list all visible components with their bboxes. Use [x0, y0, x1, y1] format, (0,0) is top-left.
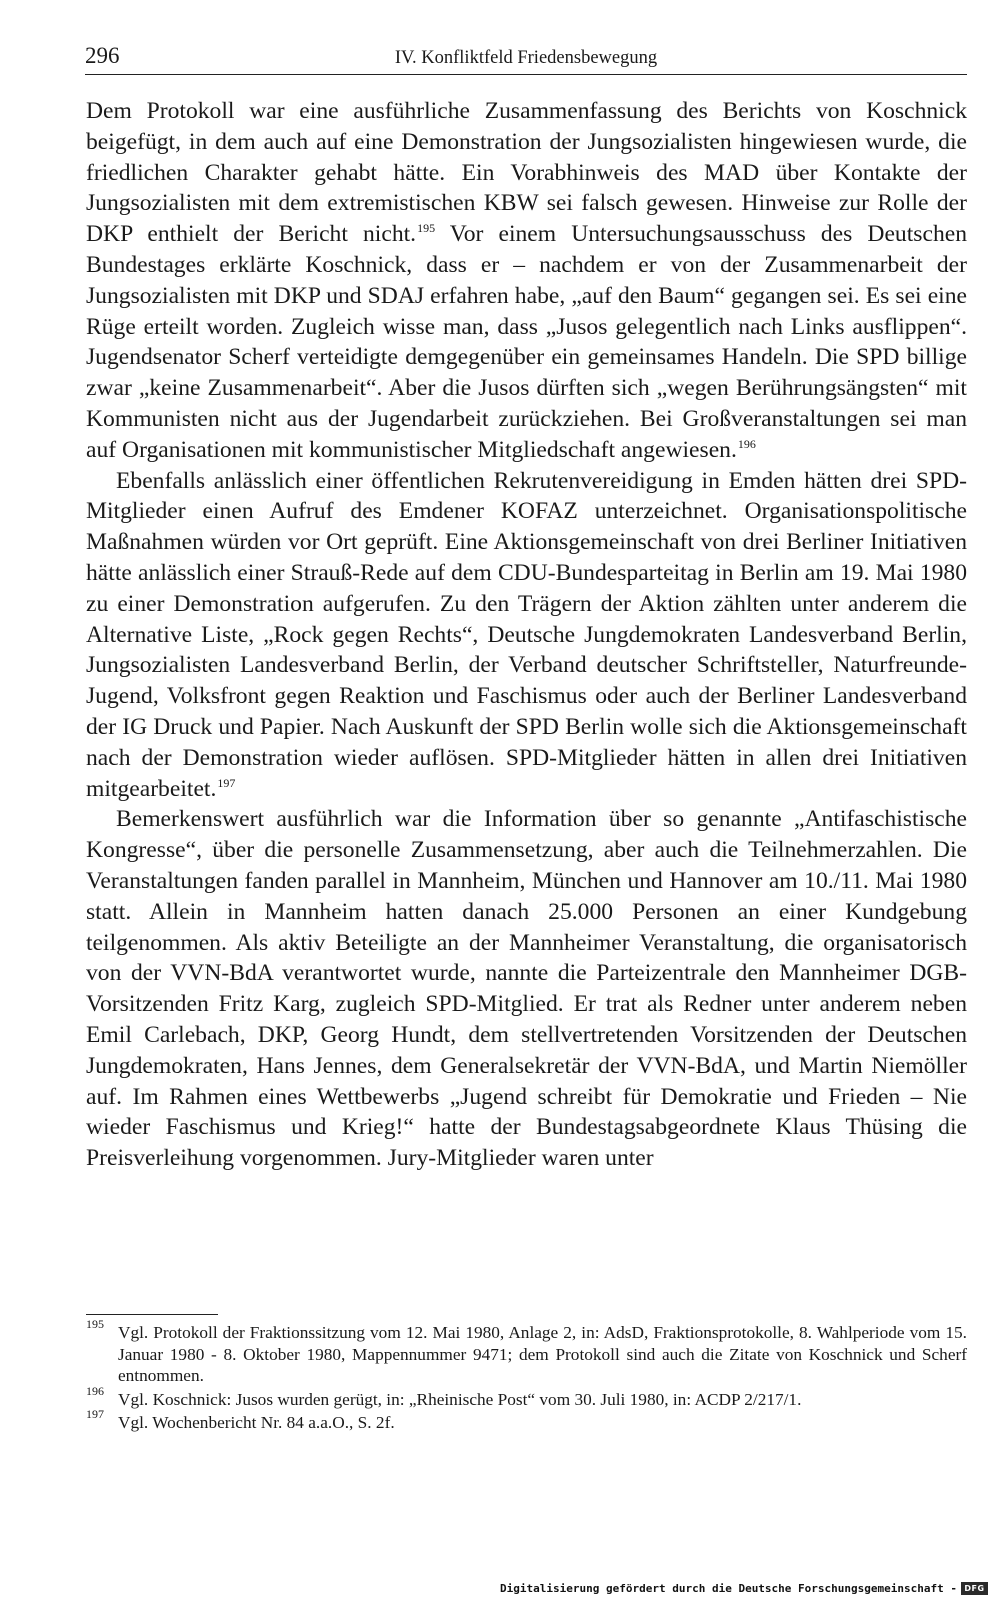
paragraph — [86, 466, 967, 805]
footnote-text: Vgl. Wochenbericht Nr. 84 a.a.O., S. 2f. — [118, 1413, 395, 1432]
footnote — [86, 1383, 967, 1411]
footnote-number: 196 — [86, 1383, 104, 1398]
credit-text: Digitalisierung gefördert durch die Deutsche Forschungsgemeinschaft - — [500, 1581, 957, 1595]
footnote-text: Vgl. Protokoll der Fraktionssitzung vom 12. Mai 1980, Anlage 2, in: AdsD, Fraktionsprotokolle, 8. Wahlperiode vom 15. Januar 1980 - 8. Oktober 1980, Mappennummer 9471; dem Protokoll sind auch die Zitate von Koschnick und Scherf entnommen. — [118, 1323, 967, 1385]
footnote-text: Vgl. Koschnick: Jusos wurden gerügt, in: „Rheinische Post“ vom 30. Juli 1980, in: ACDP 2/217/1. — [118, 1389, 802, 1409]
footnote — [86, 1407, 967, 1434]
dfg-logo-icon: DFG — [961, 1582, 988, 1595]
footnote-number: 197 — [86, 1407, 104, 1421]
paragraph-text: Vor einem Untersuchungsausschuss des Deutschen Bundestages erklärte Koschnick, dass er – nachdem er von der Zusammenarbeit der Jungsozialisten mit DKP und SDAJ erfahren habe, „auf den Baum“ gegangen sei. Es sei eine Rüge erteilt worden. Zugleich wisse man, dass „Jusos gelegentlich nach Links ausflippen“. Jugendsenator Scherf verteidigte demgegenüber ein gemeinsames Handeln. Die SPD billige zwar „keine Zusammenarbeit“. Aber die Jusos dürften sich „wegen Berührungsängsten“ mit Kommunisten nicht aus der Jugendarbeit zurückziehen. Bei Großveranstaltungen sei man auf Organisationen mit kommunistischer Mitgliedschaft angewiesen. — [86, 221, 968, 463]
main-text — [86, 96, 967, 1174]
footnote-reference[interactable]: 196 — [737, 436, 756, 451]
footnote-reference[interactable]: 195 — [417, 221, 436, 236]
footnotes — [86, 1317, 967, 1436]
paragraph — [86, 804, 967, 1174]
paragraph-text: Ebenfalls anlässlich einer öffentlichen Rekrutenvereidigung in Emden hätten drei SPD-Mitglieder einen Aufruf des Emdener KOFAZ unterzeichnet. Organisationspolitische Maßnahmen würden vor Ort geprüft. Eine Aktionsgemeinschaft von drei Berliner Initiativen hätte anlässlich einer Strauß-Rede auf dem CDU-Bundesparteitag in Berlin am 19. Mai 1980 zu einer Demonstration aufgerufen. Zu den Trägern der Aktion zählten unter anderem die Alternative Liste, „Rock gegen Rechts“, Deutsche Jungdemokraten Landesverband Berlin, Jungsozialisten Landesverband Berlin, der Verband deutscher Schriftsteller, Naturfreunde-Jugend, Volksfront gegen Reaktion und Faschismus oder auch der Berliner Landesverband der IG Druck und Papier. Nach Auskunft der SPD Berlin wolle sich die Aktionsgemeinschaft nach der Demonstration wieder auflösen. SPD-Mitglieder hätten in allen drei Initiativen mitgearbeitet. — [86, 467, 967, 802]
paragraph-text: Dem Protokoll war eine ausführliche Zusammenfassung des Berichts von Koschnick beigefügt, in dem auch auf eine Demonstration der Jungsozialisten hingewiesen wurde, die friedlichen Charakter gehabt hätte. Ein Vorabhinweis des MAD über Kontakte der Jungsozialisten mit dem extremistischen KBW sei falsch gewesen. Hinweise zur Rolle der DKP enthielt der Bericht nicht. — [86, 98, 967, 248]
digitization-credit — [500, 1580, 988, 1596]
paragraph — [86, 96, 967, 466]
page-number: 296 — [85, 43, 120, 68]
running-head: IV. Konfliktfeld Friedensbewegung — [394, 48, 658, 68]
page-header — [85, 42, 967, 75]
footnote-reference[interactable]: 197 — [217, 775, 236, 790]
paragraph-text: Bemerkenswert ausführlich war die Information über so genannte „Antifaschistische Kongresse“, über die personelle Zusammensetzung, aber auch die Teilnehmerzahlen. Die Veranstaltungen fanden parallel in Mannheim, München und Hannover am 10./11. Mai 1980 statt. Allein in Mannheim hatten danach 25.000 Personen an einer Kundgebung teilgenommen. Als aktiv Beteiligte an der Mannheimer Veranstaltung, die organisatorisch von der VVN-BdA verantwortet wurde, nannte die Parteizentrale den Mannheimer DGB-Vorsitzenden Fritz Karg, zugleich SPD-Mitglied. Er trat als Redner unter anderem neben Emil Carlebach, DKP, Georg Hundt, dem stellvertretenden Vorsitzenden der Deutschen Jungdemokraten, Hans Jennes, dem Generalsekretär der VVN-BdA, und Martin Niemöller auf. Im Rahmen eines Wettbewerbs „Jugend schreibt für Demokratie und Frieden – Nie wieder Faschismus und Krieg!“ hatte der Bundestagsabgeordnete Klaus Thüsing die Preisverleihung vorgenommen. Jury-Mitglieder waren unter — [86, 806, 967, 1172]
footnote — [86, 1317, 967, 1387]
footnote-separator — [86, 1314, 218, 1315]
footnote-number: 195 — [86, 1317, 104, 1331]
